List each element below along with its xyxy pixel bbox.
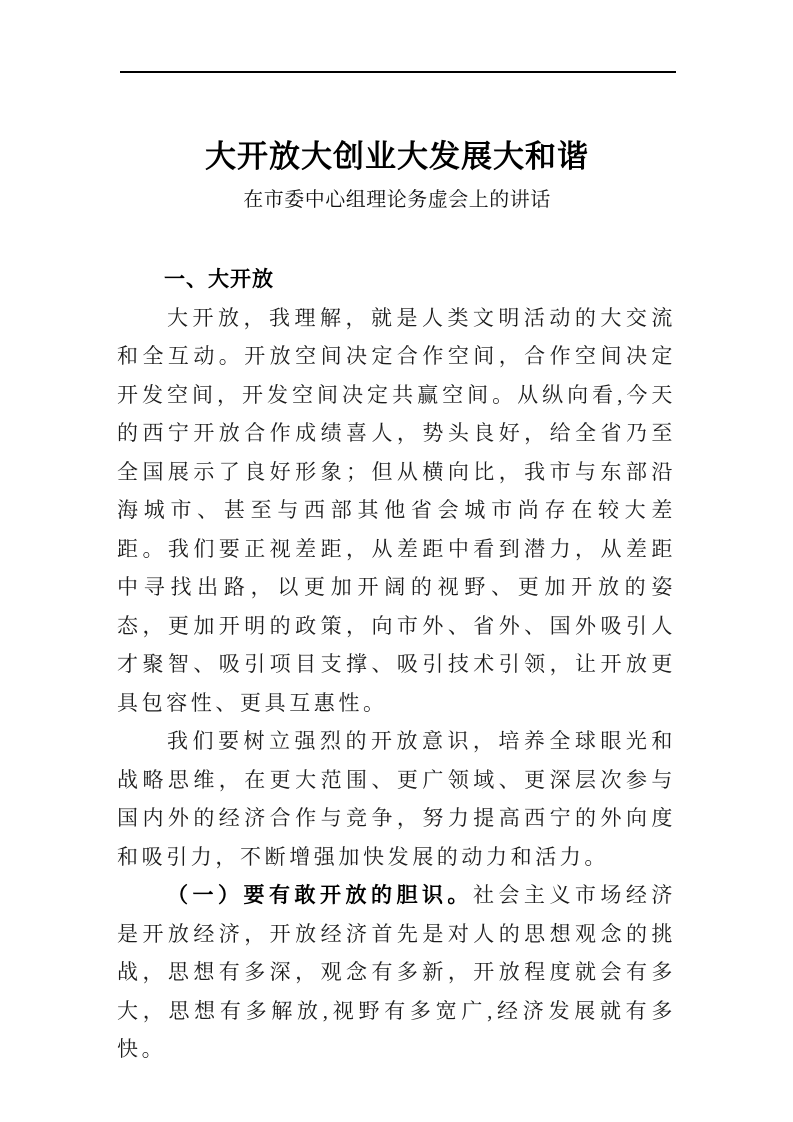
document-body [117, 260, 676, 1069]
paragraph-text: 我们要树立强烈的开放意识，培养全球眼光和战略思维，在更大范围、更广领域、更深层次参与国内外的经济合作与竞争，努力提高西宁的外向度和吸引力，不断增强加快发展的动力和活力。 [117, 729, 676, 869]
body-paragraph [117, 876, 676, 1069]
paragraph-text: 社会主义市场经济是开放经济，开放经济首先是对人的思想观念的挑战，思想有多深，观念有多新，开放程度就会有多大，思想有多解放,视野有多宽广,经济发展就有多快。 [117, 883, 676, 1061]
body-paragraph [117, 722, 676, 876]
paragraph-text: 大开放，我理解，就是人类文明活动的大交流和全互动。开放空间决定合作空间，合作空间决定开发空间，开发空间决定共赢空间。从纵向看,今天的西宁开放合作成绩喜人，势头良好，给全省乃至全国展示了良好形象；但从横向比，我市与东部沿海城市、甚至与西部其他省会城市尚存在较大差距。我们要正视差距，从差距中看到潜力，从差距中寻找出路，以更加开阔的视野、更加开放的姿态，更加开明的政策，向市外、省外、国外吸引人才聚智、吸引项目支撑、吸引技术引领，让开放更具包容性、更具互惠性。 [117, 305, 676, 715]
paragraph-lead: （一）要有敢开放的胆识。 [167, 883, 473, 907]
header-rule [120, 71, 676, 73]
doc-subtitle: 在市委中心组理论务虚会上的讲话 [243, 189, 551, 211]
section-heading: 一、大开放 [164, 267, 274, 291]
doc-title: 大开放大创业大发展大和谐 [205, 139, 589, 175]
body-paragraph [117, 299, 676, 723]
